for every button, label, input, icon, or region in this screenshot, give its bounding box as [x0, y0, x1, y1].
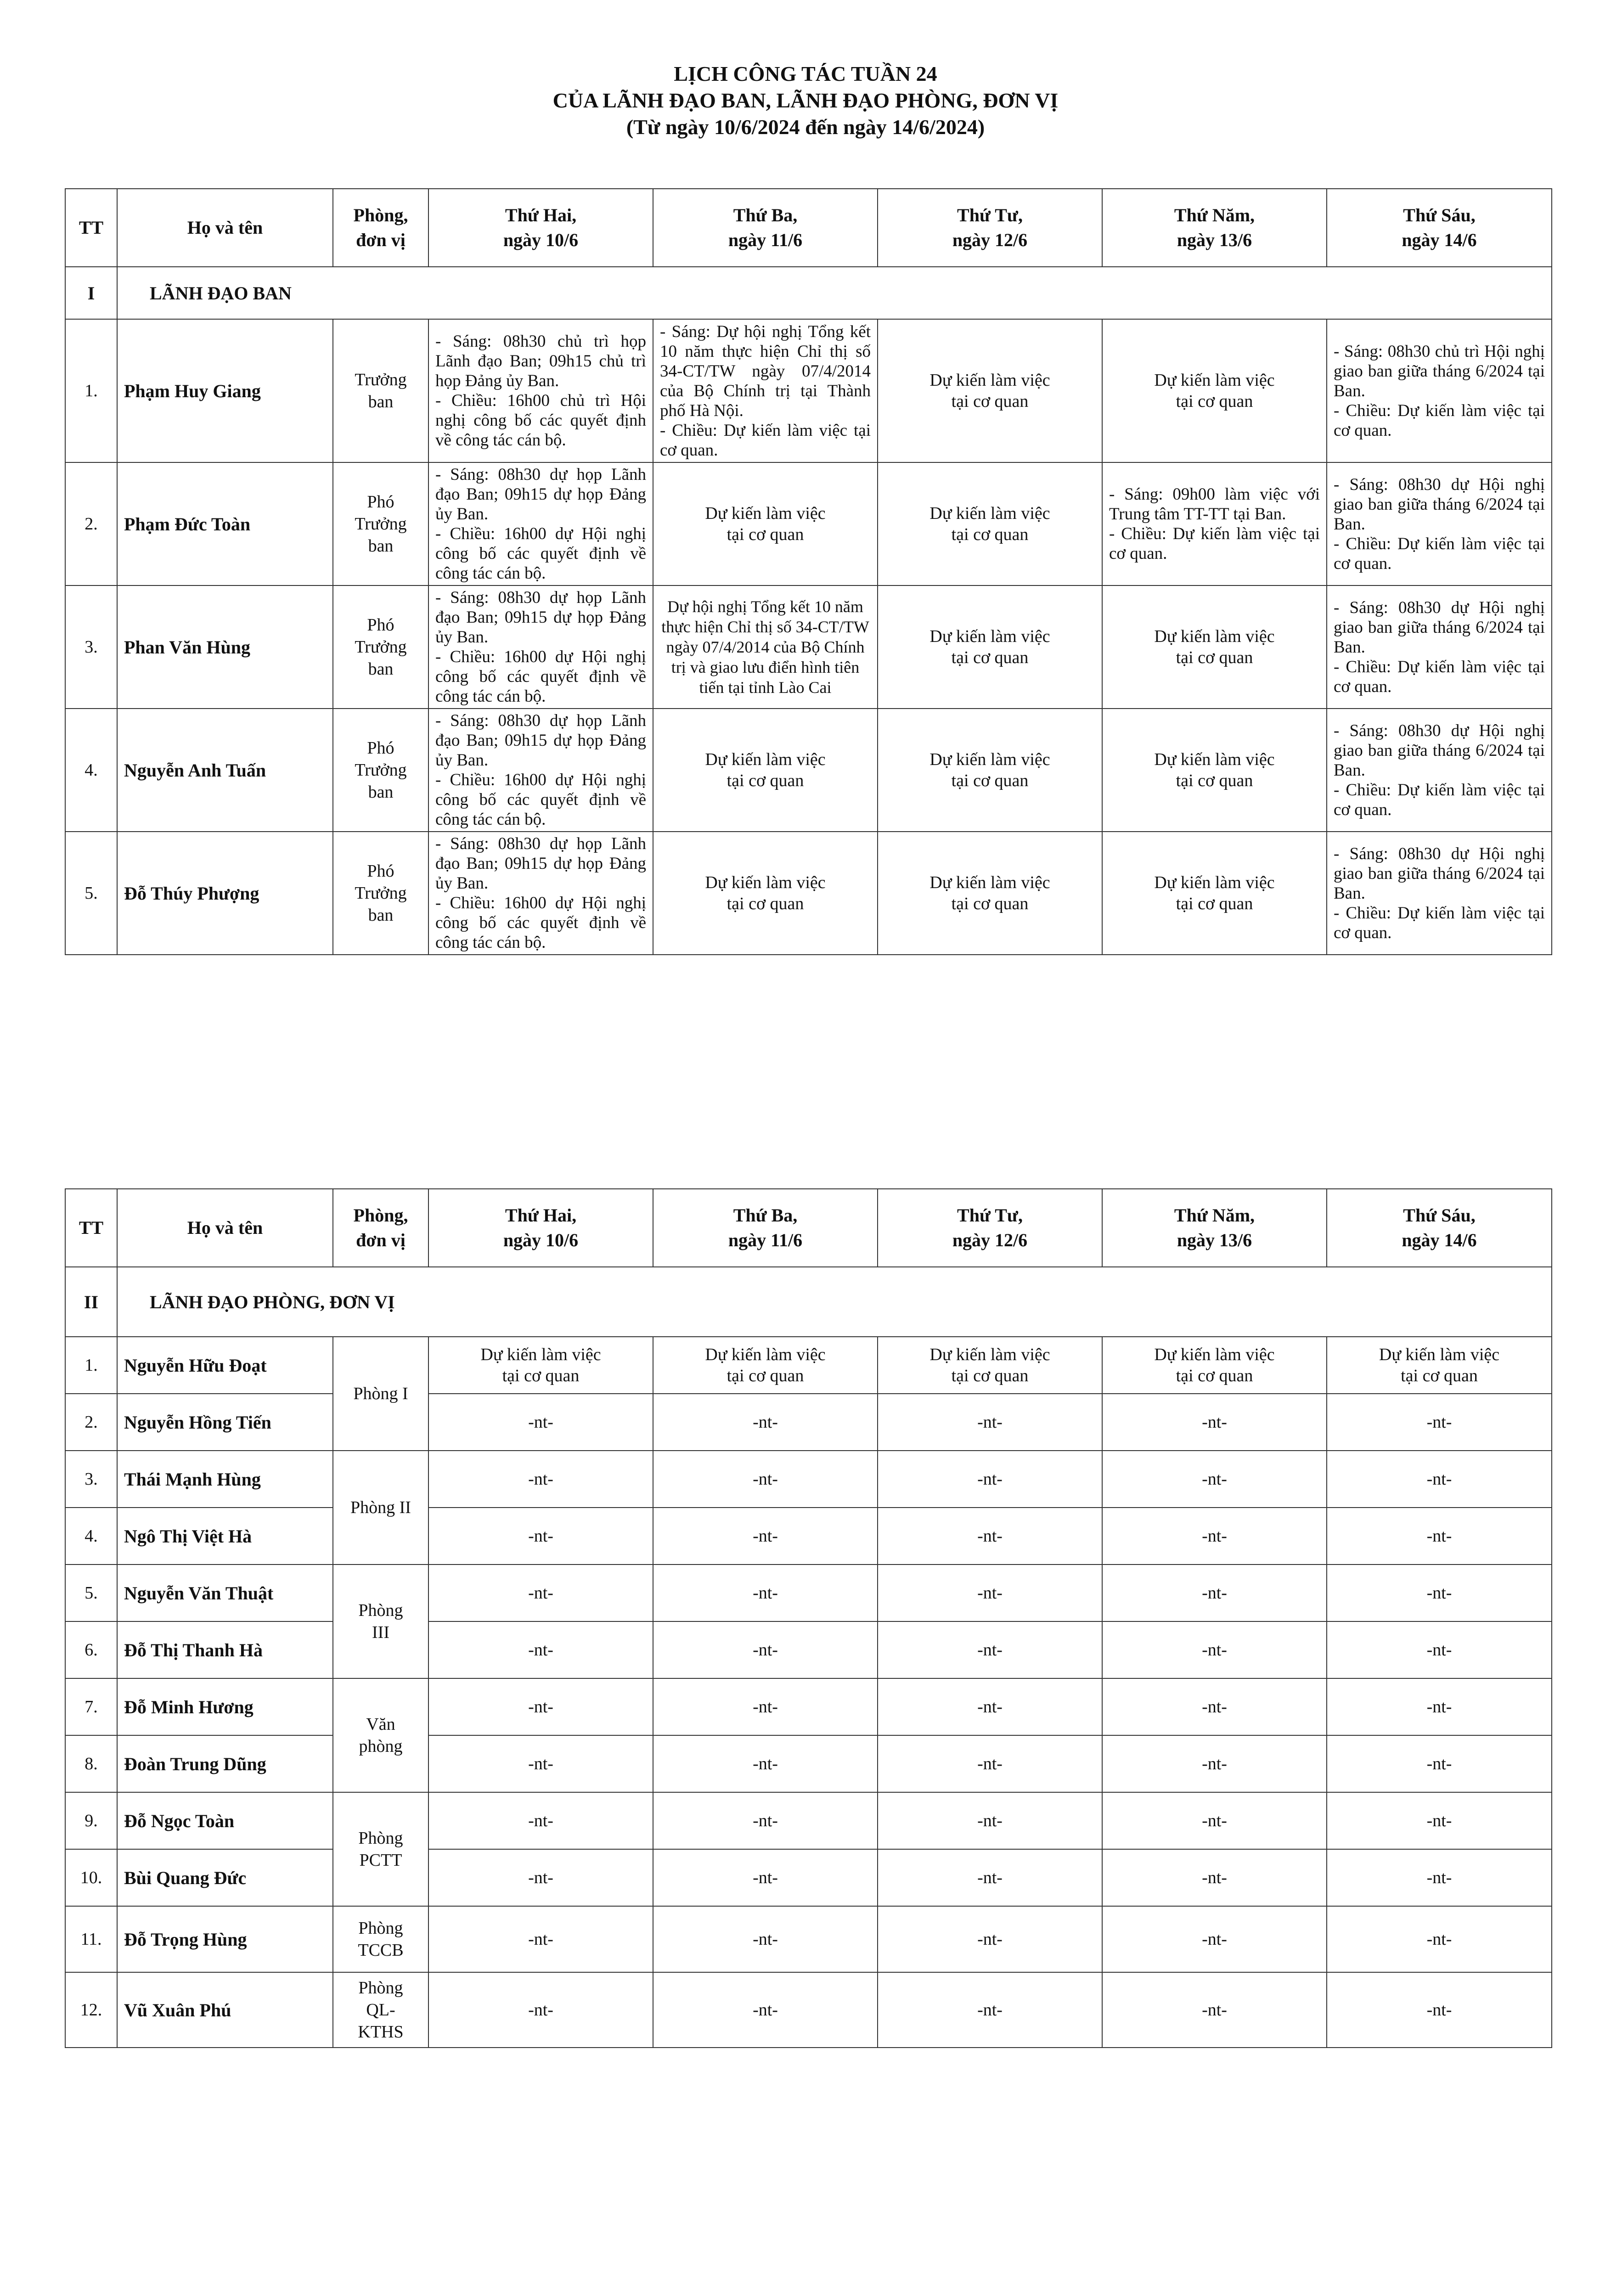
person-name: Nguyễn Hữu Đoạt — [117, 1337, 333, 1394]
cell-line: TCCB — [358, 1941, 404, 1960]
schedule-line: - Sáng: 08h30 dự họp Lãnh đạo Ban; 09h15 dự họp Đảng ủy Ban. — [435, 588, 646, 647]
header-day-name: Thứ Năm, — [1174, 205, 1255, 225]
row-number: 4. — [65, 1508, 117, 1564]
schedule-line: Dự kiến làm việc — [705, 750, 826, 769]
cell-line: Phó — [367, 861, 394, 881]
department — [333, 1906, 428, 1972]
schedule-cell: -nt- — [878, 1678, 1102, 1735]
cell-line: ban — [368, 392, 394, 411]
schedule-cell: -nt- — [428, 1564, 653, 1621]
schedule-line: Dự kiến làm việc — [929, 504, 1050, 523]
schedule-line: tại cơ quan — [951, 392, 1029, 411]
schedule-line: - Sáng: 08h30 dự họp Lãnh đạo Ban; 09h15 dự họp Đảng ủy Ban. — [435, 465, 646, 523]
schedule-cell-tue — [653, 709, 878, 832]
schedule-line: - Sáng: 08h30 dự Hội nghị giao ban giữa tháng 6/2024 tại Ban. — [1334, 844, 1545, 903]
department — [333, 319, 428, 462]
schedule-line: - Sáng: 08h30 chủ trì Hội nghị giao ban giữa tháng 6/2024 tại Ban. — [1334, 342, 1545, 400]
person-name: Thái Mạnh Hùng — [117, 1451, 333, 1508]
schedule-cell: -nt- — [1102, 1849, 1327, 1906]
header-tt: TT — [65, 1189, 117, 1267]
header-dept-line: đơn vị — [356, 1230, 406, 1250]
header-day-date: ngày 11/6 — [728, 1230, 803, 1250]
schedule-cell — [878, 1337, 1102, 1394]
header-dept — [333, 189, 428, 267]
section-label: LÃNH ĐẠO BAN — [117, 267, 1552, 319]
header-day-name: Thứ Ba, — [733, 205, 798, 225]
schedule-line: - Chiều: 16h00 dự Hội nghị công bố các quyết định về công tác cán bộ. — [435, 771, 646, 829]
schedule-cell: -nt- — [878, 1564, 1102, 1621]
row-number: 10. — [65, 1849, 117, 1906]
header-day — [1102, 1189, 1327, 1267]
header-day-name: Thứ Ba, — [733, 1205, 798, 1226]
schedule-line: tại cơ quan — [1176, 392, 1253, 411]
schedule-cell: -nt- — [1327, 1849, 1552, 1906]
cell-line: Trưởng — [355, 884, 407, 903]
department — [333, 1678, 428, 1792]
schedule-line: - Chiều: Dự kiến làm việc tại cơ quan. — [1334, 780, 1545, 819]
schedule-cell: -nt- — [878, 1792, 1102, 1849]
schedule-cell-tue — [653, 585, 878, 709]
schedule-cell: -nt- — [878, 1621, 1102, 1678]
cell-line: Phòng — [358, 1829, 403, 1848]
person-name: Phan Văn Hùng — [117, 585, 333, 709]
page-title — [0, 61, 1611, 141]
schedule-line: tại cơ quan — [951, 1366, 1029, 1385]
person-name: Đỗ Thúy Phượng — [117, 832, 333, 955]
schedule-cell: -nt- — [428, 1972, 653, 2048]
schedule-cell-fri — [1327, 462, 1552, 585]
schedule-line: tại cơ quan — [951, 771, 1029, 790]
schedule-cell: -nt- — [428, 1394, 653, 1451]
header-day-date: ngày 12/6 — [952, 230, 1028, 250]
schedule-cell: -nt- — [653, 1508, 878, 1564]
schedule-cell: -nt- — [428, 1792, 653, 1849]
schedule-cell-mon — [428, 462, 653, 585]
schedule-cell-mon — [428, 319, 653, 462]
person-name: Đỗ Thị Thanh Hà — [117, 1621, 333, 1678]
person-name: Nguyễn Anh Tuấn — [117, 709, 333, 832]
schedule-line: - Sáng: 08h30 chủ trì họp Lãnh đạo Ban; 09h15 chủ trì họp Đảng ủy Ban. — [435, 332, 646, 390]
cell-line: Trưởng — [355, 637, 407, 657]
table-row — [65, 1564, 1552, 1621]
table-row — [65, 462, 1552, 585]
row-number: 11. — [65, 1906, 117, 1972]
schedule-cell-thu — [1102, 832, 1327, 955]
header-dept-line: Phòng, — [353, 205, 408, 225]
schedule-cell: -nt- — [428, 1849, 653, 1906]
schedule-cell: -nt- — [653, 1678, 878, 1735]
schedule-line: Dự kiến làm việc — [1154, 627, 1275, 646]
schedule-line: - Chiều: Dự kiến làm việc tại cơ quan. — [1334, 903, 1545, 942]
schedule-line: - Chiều: 16h00 dự Hội nghị công bố các quyết định về công tác cán bộ. — [435, 647, 646, 706]
schedule-line: Dự kiến làm việc — [1379, 1345, 1500, 1364]
schedule-line: Dự kiến làm việc — [1154, 873, 1275, 892]
cell-line: Phòng — [358, 1919, 403, 1938]
cell-line: Trưởng — [355, 514, 407, 534]
table-row — [65, 1792, 1552, 1849]
schedule-line: - Sáng: 08h30 dự Hội nghị giao ban giữa tháng 6/2024 tại Ban. — [1334, 475, 1545, 534]
schedule-cell: -nt- — [878, 1508, 1102, 1564]
schedule-cell: -nt- — [653, 1792, 878, 1849]
person-name: Đoàn Trung Dũng — [117, 1735, 333, 1792]
schedule-cell — [1327, 1337, 1552, 1394]
section-label: LÃNH ĐẠO PHÒNG, ĐƠN VỊ — [117, 1267, 1552, 1337]
table-row — [65, 1337, 1552, 1394]
cell-line: Văn — [366, 1715, 395, 1734]
person-name: Phạm Đức Toàn — [117, 462, 333, 585]
schedule-cell: -nt- — [428, 1451, 653, 1508]
table-row — [65, 1972, 1552, 2048]
row-number: 4. — [65, 709, 117, 832]
header-day-date: ngày 10/6 — [503, 1230, 579, 1250]
header-day-name: Thứ Tư, — [957, 205, 1023, 225]
header-day-name: Thứ Tư, — [957, 1205, 1023, 1226]
schedule-cell: -nt- — [878, 1451, 1102, 1508]
schedule-cell: -nt- — [653, 1906, 878, 1972]
schedule-cell: -nt- — [1327, 1564, 1552, 1621]
table-row — [65, 1508, 1552, 1564]
cell-line: ban — [368, 782, 394, 802]
schedule-cell: -nt- — [1327, 1451, 1552, 1508]
schedule-line: - Chiều: Dự kiến làm việc tại cơ quan. — [660, 421, 871, 460]
schedule-line: - Sáng: 08h30 dự Hội nghị giao ban giữa tháng 6/2024 tại Ban. — [1334, 598, 1545, 657]
row-number: 7. — [65, 1678, 117, 1735]
header-day — [428, 1189, 653, 1267]
row-number: 2. — [65, 462, 117, 585]
schedule-line: tại cơ quan — [727, 525, 804, 544]
header-day-date: ngày 13/6 — [1177, 230, 1252, 250]
header-day — [1102, 189, 1327, 267]
schedule-cell: -nt- — [1102, 1564, 1327, 1621]
schedule-cell: -nt- — [1327, 1508, 1552, 1564]
schedule-cell: -nt- — [878, 1972, 1102, 2048]
person-name: Ngô Thị Việt Hà — [117, 1508, 333, 1564]
schedule-cell-tue — [653, 462, 878, 585]
header-day-name: Thứ Sáu, — [1403, 205, 1476, 225]
schedule-table-departments — [65, 1188, 1552, 2048]
schedule-cell: -nt- — [878, 1906, 1102, 1972]
cell-line: ban — [368, 659, 394, 679]
row-number: 1. — [65, 319, 117, 462]
schedule-line: Dự kiến làm việc — [929, 1345, 1050, 1364]
department — [333, 709, 428, 832]
schedule-cell: -nt- — [1327, 1972, 1552, 2048]
schedule-line: tại cơ quan — [951, 894, 1029, 913]
schedule-cell — [653, 1337, 878, 1394]
header-day — [1327, 1189, 1552, 1267]
table-row — [65, 1621, 1552, 1678]
header-day-date: ngày 12/6 — [952, 1230, 1028, 1250]
cell-line: Phòng — [358, 1601, 403, 1620]
schedule-cell: -nt- — [653, 1735, 878, 1792]
row-number: 6. — [65, 1621, 117, 1678]
cell-line: Phó — [367, 738, 394, 758]
person-name: Đỗ Ngọc Toàn — [117, 1792, 333, 1849]
header-day — [428, 189, 653, 267]
cell-line: Trưởng — [355, 760, 407, 780]
schedule-line: tại cơ quan — [727, 771, 804, 790]
schedule-cell-tue — [653, 832, 878, 955]
department — [333, 1564, 428, 1678]
schedule-line: Dự kiến làm việc — [705, 1345, 826, 1364]
table-row — [65, 1678, 1552, 1735]
schedule-cell: -nt- — [428, 1678, 653, 1735]
person-name: Đỗ Minh Hương — [117, 1678, 333, 1735]
title-line-2: CỦA LÃNH ĐẠO BAN, LÃNH ĐẠO PHÒNG, ĐƠN VỊ — [552, 89, 1059, 112]
header-day-name: Thứ Hai, — [505, 1205, 577, 1226]
section-number: II — [65, 1267, 117, 1337]
schedule-line: Dự kiến làm việc — [929, 750, 1050, 769]
schedule-cell-thu — [1102, 319, 1327, 462]
department — [333, 1792, 428, 1906]
schedule-cell: -nt- — [653, 1621, 878, 1678]
department: Phòng II — [333, 1451, 428, 1564]
schedule-line: Dự kiến làm việc — [480, 1345, 601, 1364]
schedule-cell-fri — [1327, 832, 1552, 955]
cell-line: III — [372, 1623, 389, 1642]
schedule-cell-thu — [1102, 585, 1327, 709]
schedule-line: - Sáng: 08h30 dự họp Lãnh đạo Ban; 09h15 dự họp Đảng ủy Ban. — [435, 711, 646, 770]
row-number: 1. — [65, 1337, 117, 1394]
schedule-line: tại cơ quan — [1176, 648, 1253, 667]
schedule-cell: -nt- — [1327, 1906, 1552, 1972]
schedule-cell-fri — [1327, 319, 1552, 462]
schedule-cell: -nt- — [1102, 1621, 1327, 1678]
schedule-cell: -nt- — [1327, 1792, 1552, 1849]
table-row — [65, 319, 1552, 462]
schedule-line: tại cơ quan — [502, 1366, 580, 1385]
table-row — [65, 709, 1552, 832]
schedule-cell-mon — [428, 585, 653, 709]
schedule-line: - Chiều: 16h00 dự Hội nghị công bố các quyết định về công tác cán bộ. — [435, 894, 646, 952]
title-line-3: (Từ ngày 10/6/2024 đến ngày 14/6/2024) — [626, 115, 985, 139]
header-day-date: ngày 11/6 — [728, 230, 803, 250]
cell-line: phòng — [359, 1737, 403, 1756]
person-name: Vũ Xuân Phú — [117, 1972, 333, 2048]
schedule-line: Dự kiến làm việc — [929, 873, 1050, 892]
schedule-line: tại cơ quan — [1176, 771, 1253, 790]
schedule-cell: -nt- — [1102, 1972, 1327, 2048]
department — [333, 1972, 428, 2048]
schedule-cell: -nt- — [428, 1735, 653, 1792]
schedule-cell: -nt- — [1327, 1678, 1552, 1735]
row-number: 9. — [65, 1792, 117, 1849]
schedule-cell: -nt- — [653, 1564, 878, 1621]
header-day-date: ngày 10/6 — [503, 230, 579, 250]
schedule-cell-wed — [878, 585, 1102, 709]
schedule-line: tại cơ quan — [727, 1366, 804, 1385]
schedule-line: tại cơ quan — [1176, 894, 1253, 913]
schedule-line: tại cơ quan — [951, 648, 1029, 667]
schedule-line: Dự kiến làm việc — [1154, 750, 1275, 769]
schedule-line: Dự kiến làm việc — [929, 627, 1050, 646]
header-day — [878, 189, 1102, 267]
person-name: Bùi Quang Đức — [117, 1849, 333, 1906]
header-day — [653, 1189, 878, 1267]
person-name: Nguyễn Văn Thuật — [117, 1564, 333, 1621]
header-day-date: ngày 13/6 — [1177, 1230, 1252, 1250]
row-number: 2. — [65, 1394, 117, 1451]
header-day-date: ngày 14/6 — [1402, 230, 1477, 250]
schedule-line: - Chiều: Dự kiến làm việc tại cơ quan. — [1334, 534, 1545, 573]
schedule-line: tại cơ quan — [951, 525, 1029, 544]
cell-line: QL- — [366, 2000, 395, 2020]
schedule-cell-fri — [1327, 709, 1552, 832]
person-name: Phạm Huy Giang — [117, 319, 333, 462]
schedule-cell: -nt- — [653, 1394, 878, 1451]
row-number: 5. — [65, 832, 117, 955]
schedule-cell-wed — [878, 832, 1102, 955]
table-row — [65, 832, 1552, 955]
schedule-cell: -nt- — [878, 1394, 1102, 1451]
schedule-line: Dự kiến làm việc — [705, 873, 826, 892]
section-number: I — [65, 267, 117, 319]
row-number: 5. — [65, 1564, 117, 1621]
schedule-line: - Sáng: 09h00 làm việc với Trung tâm TT-TT tại Ban. — [1109, 485, 1320, 523]
schedule-line: Dự kiến làm việc — [705, 504, 826, 523]
schedule-cell: -nt- — [1327, 1735, 1552, 1792]
schedule-cell — [1102, 1337, 1327, 1394]
schedule-cell: -nt- — [1327, 1394, 1552, 1451]
cell-line: ban — [368, 536, 394, 556]
header-name: Họ và tên — [117, 189, 333, 267]
schedule-cell-wed — [878, 709, 1102, 832]
cell-line: ban — [368, 906, 394, 925]
table-row — [65, 585, 1552, 709]
cell-line: Phó — [367, 492, 394, 512]
header-tt: TT — [65, 189, 117, 267]
schedule-line: Dự kiến làm việc — [1154, 371, 1275, 390]
schedule-cell-tue — [653, 319, 878, 462]
header-day-date: ngày 14/6 — [1402, 1230, 1477, 1250]
schedule-cell: -nt- — [1327, 1621, 1552, 1678]
schedule-cell-fri — [1327, 585, 1552, 709]
schedule-cell: -nt- — [653, 1849, 878, 1906]
schedule-cell: -nt- — [653, 1972, 878, 2048]
row-number: 12. — [65, 1972, 117, 2048]
schedule-cell: -nt- — [428, 1508, 653, 1564]
schedule-cell-mon — [428, 709, 653, 832]
schedule-cell: -nt- — [1102, 1451, 1327, 1508]
schedule-cell-thu — [1102, 709, 1327, 832]
schedule-line: - Chiều: 16h00 chủ trì Hội nghị công bố các quyết định về công tác cán bộ. — [435, 391, 646, 450]
schedule-cell: -nt- — [1102, 1394, 1327, 1451]
schedule-cell-thu — [1102, 462, 1327, 585]
department — [333, 585, 428, 709]
header-day-name: Thứ Năm, — [1174, 1205, 1255, 1226]
header-day — [878, 1189, 1102, 1267]
schedule-cell-wed — [878, 319, 1102, 462]
row-number: 8. — [65, 1735, 117, 1792]
schedule-cell: -nt- — [428, 1621, 653, 1678]
cell-line: Trưởng — [355, 370, 407, 389]
schedule-line: Dự kiến làm việc — [1154, 1345, 1275, 1364]
schedule-line: tại cơ quan — [1176, 1366, 1253, 1385]
schedule-cell: -nt- — [653, 1451, 878, 1508]
person-name: Đỗ Trọng Hùng — [117, 1906, 333, 1972]
schedule-cell — [428, 1337, 653, 1394]
cell-line: Phòng — [358, 1978, 403, 1998]
title-line-1: LỊCH CÔNG TÁC TUẦN 24 — [674, 62, 937, 85]
schedule-cell: -nt- — [1102, 1906, 1327, 1972]
header-day-name: Thứ Sáu, — [1403, 1205, 1476, 1226]
schedule-line: Dự hội nghị Tổng kết 10 năm thực hiện Chỉ thị số 34-CT/TW ngày 07/4/2014 của Bộ Chính trị và giao lưu điển hình tiên tiến tại tỉnh Lào Cai — [661, 597, 869, 697]
cell-line: Phó — [367, 615, 394, 635]
schedule-line: - Chiều: Dự kiến làm việc tại cơ quan. — [1109, 524, 1320, 563]
table-row — [65, 1849, 1552, 1906]
schedule-cell: -nt- — [878, 1849, 1102, 1906]
table-row — [65, 1906, 1552, 1972]
header-dept-line: đơn vị — [356, 230, 406, 250]
header-day — [653, 189, 878, 267]
schedule-line: - Chiều: Dự kiến làm việc tại cơ quan. — [1334, 401, 1545, 440]
header-day-name: Thứ Hai, — [505, 205, 577, 225]
department — [333, 832, 428, 955]
schedule-cell: -nt- — [1102, 1508, 1327, 1564]
schedule-cell-mon — [428, 832, 653, 955]
schedule-line: - Sáng: 08h30 dự họp Lãnh đạo Ban; 09h15 dự họp Đảng ủy Ban. — [435, 834, 646, 893]
header-dept-line: Phòng, — [353, 1205, 408, 1226]
header-name: Họ và tên — [117, 1189, 333, 1267]
schedule-line: tại cơ quan — [727, 894, 804, 913]
schedule-line: - Sáng: Dự hội nghị Tổng kết 10 năm thực hiện Chỉ thị số 34-CT/TW ngày 07/4/2014 của Bộ Chính trị tại Thành phố Hà Nội. — [660, 322, 871, 420]
table-row — [65, 1451, 1552, 1508]
row-number: 3. — [65, 585, 117, 709]
schedule-line: - Chiều: Dự kiến làm việc tại cơ quan. — [1334, 657, 1545, 696]
table-row — [65, 1394, 1552, 1451]
person-name: Nguyễn Hồng Tiến — [117, 1394, 333, 1451]
cell-line: KTHS — [358, 2022, 404, 2042]
table-row — [65, 1735, 1552, 1792]
schedule-cell: -nt- — [1102, 1735, 1327, 1792]
schedule-line: - Chiều: 16h00 dự Hội nghị công bố các quyết định về công tác cán bộ. — [435, 524, 646, 583]
schedule-cell: -nt- — [428, 1906, 653, 1972]
cell-line: PCTT — [359, 1851, 402, 1870]
row-number: 3. — [65, 1451, 117, 1508]
header-day — [1327, 189, 1552, 267]
schedule-line: Dự kiến làm việc — [929, 371, 1050, 390]
schedule-cell: -nt- — [1102, 1792, 1327, 1849]
header-dept — [333, 1189, 428, 1267]
schedule-cell: -nt- — [878, 1735, 1102, 1792]
schedule-cell: -nt- — [1102, 1678, 1327, 1735]
department: Phòng I — [333, 1337, 428, 1451]
schedule-table-leadership — [65, 188, 1552, 955]
schedule-line: tại cơ quan — [1401, 1366, 1478, 1385]
schedule-cell-wed — [878, 462, 1102, 585]
department — [333, 462, 428, 585]
schedule-line: - Sáng: 08h30 dự Hội nghị giao ban giữa tháng 6/2024 tại Ban. — [1334, 721, 1545, 780]
